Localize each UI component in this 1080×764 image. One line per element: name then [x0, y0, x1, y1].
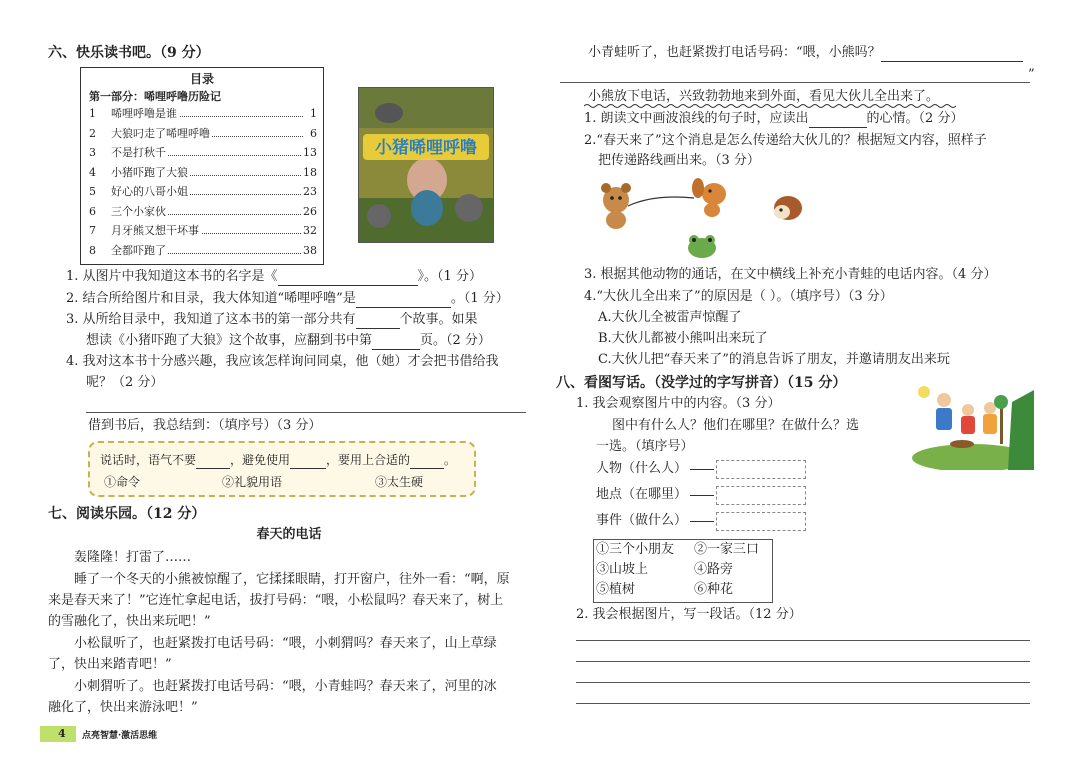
option-4: ④路旁 [694, 562, 734, 577]
toc-item-number: 5 [89, 185, 96, 198]
toc-heading: 目录 [189, 72, 214, 86]
cover-title-text: 小猪唏哩呼噜 [375, 138, 477, 158]
toc-item-title: 好心的八哥小姐 [111, 185, 188, 198]
s8-q1-line-3: 一选。（填序号） [596, 439, 694, 454]
toc-item-page: 13 [303, 146, 317, 159]
q1-line: 1. 从图片中我知道这本书的名字是《 》。（1 分） [66, 269, 482, 284]
answer-blank[interactable] [196, 454, 230, 469]
toc-item-page: 23 [303, 185, 317, 198]
story-p0: 轰隆隆！打雷了…… [74, 550, 192, 565]
writing-line[interactable] [576, 661, 1030, 662]
toc-item-page: 38 [303, 243, 317, 257]
toc-item-page: 18 [303, 165, 317, 179]
toc-item-title: 大狼叼走了唏哩呼噜 [111, 126, 210, 140]
toc-item [89, 243, 317, 259]
toc-item-title: 月牙熊又想干坏事 [111, 224, 199, 237]
page-number-tab [40, 726, 76, 742]
table-of-contents [80, 67, 324, 265]
answer-blank[interactable] [356, 293, 451, 308]
s8-q2: 2. 我会根据图片，写一段话。（12 分） [576, 607, 802, 622]
connector-line [690, 495, 714, 496]
option-6: ⑥种花 [694, 582, 734, 597]
toc-part: 第一部分：唏哩呼噜历险记 [89, 90, 221, 103]
toc-item [89, 204, 317, 220]
r-q4-option-b: B.大伙儿都被小熊叫出来玩了 [598, 331, 768, 346]
story-p1-l3: 的雪融化了，快出来玩吧！” [48, 614, 211, 629]
writing-line[interactable] [576, 703, 1030, 704]
toc-item-page: 1 [310, 107, 317, 120]
s8-q1: 1. 我会观察图片中的内容。（3 分） [576, 396, 781, 411]
toc-item-number: 4 [89, 165, 96, 179]
toc-item-page: 26 [303, 204, 317, 218]
toc-item-number: 6 [89, 204, 96, 218]
option-2: ②一家三口 [694, 542, 760, 557]
q4-line-1: 4. 我对这本书十分感兴趣，我应该怎样询问同桌，他（她）才会把书借给我 [66, 354, 499, 369]
section-8-title: 八、看图写话。（没学过的字写拼音）（15 分） [556, 375, 847, 391]
quote-end: ” [1028, 67, 1035, 82]
option-grid [593, 539, 773, 603]
toc-item-page: 6 [310, 126, 317, 140]
story-p2-l2: 了，快出来踏青吧！” [48, 657, 172, 672]
label-what: 事件（做什么） [596, 513, 688, 528]
answer-blank[interactable] [410, 454, 444, 469]
story-bear-line: 小熊放下电话，兴致勃勃地来到外面，看见大伙儿全出来了。 [588, 89, 940, 104]
option-3: ③山坡上 [596, 562, 649, 577]
q4-line-2: 呢？（2 分） [86, 375, 164, 390]
option-1: ①三个小朋友 [596, 542, 675, 557]
toc-item-title: 不是打秋千 [111, 146, 166, 159]
r-q2-line-2: 把传递路线画出来。（3 分） [598, 153, 760, 168]
bear-icon [601, 183, 631, 229]
writing-line[interactable] [576, 682, 1030, 683]
tip-option-3: ③太生硬 [375, 475, 424, 489]
toc-item-number: 8 [89, 243, 96, 257]
toc-item [89, 126, 317, 142]
tip-box [88, 441, 476, 497]
toc-item [89, 165, 317, 181]
r-q4-option-a: A.大伙儿全被雷声惊醒了 [598, 310, 742, 325]
r-q2-line-1: 2.“春天来了”这个消息是怎么传递给大伙儿的？根据短文内容，照样子 [584, 133, 987, 148]
connector-line [690, 469, 714, 470]
story-p1-l1: 睡了一个冬天的小熊被惊醒了，它揉揉眼睛，打开窗户，往外一看：“啊，原 [74, 572, 510, 587]
answer-line[interactable] [560, 82, 1030, 83]
toc-item [89, 223, 317, 239]
toc-item-number: 2 [89, 126, 96, 140]
section-7-title: 七、阅读乐园。（12 分） [48, 506, 206, 522]
answer-box-what[interactable] [716, 512, 806, 531]
toc-item-number: 7 [89, 224, 96, 237]
story-p3-l1: 小刺猬听了。也赶紧拨打电话号码：“喂，小青蛙吗？春天来了，河里的冰 [74, 679, 497, 694]
label-who: 人物（什么人） [596, 461, 688, 476]
label-where: 地点（在哪里） [596, 487, 688, 502]
wavy-underline [584, 103, 956, 109]
toc-item [89, 106, 317, 122]
answer-blank[interactable] [881, 47, 1023, 62]
option-5: ⑤植树 [596, 582, 636, 597]
answer-blank[interactable] [809, 113, 867, 128]
s8-q1-line-2: 图中有什么人？他们在哪里？在做什么？选 [612, 418, 860, 433]
message-route-diagram [594, 172, 824, 264]
toc-item-page: 32 [303, 224, 317, 237]
footer-slogan: 点亮智慧·激活思维 [82, 731, 158, 741]
answer-box-where[interactable] [716, 486, 806, 505]
q3-line-2: 想读《小猪吓跑了大狼》这个故事，应翻到书中第 页。（2 分） [86, 333, 491, 348]
toc-item-title: 小猪吓跑了大狼 [111, 165, 188, 179]
toc-item [89, 184, 317, 200]
q3-line-1: 3. 从所给目录中，我知道了这本书的第一部分共有 个故事。如果 [66, 312, 478, 327]
answer-box-who[interactable] [716, 460, 806, 479]
section-6-title: 六、快乐读书吧。（9 分） [48, 45, 210, 61]
answer-blank[interactable] [356, 314, 400, 329]
connector-line [690, 521, 714, 522]
story-p1-l2: 来是春天来了！”它连忙拿起电话，拔打号码：“喂，小松鼠吗？春天来了，树上 [48, 593, 504, 608]
tip-sentence: 说话时，语气不要 ，避免使用 ，要用上合适的 。 [100, 453, 457, 467]
toc-item-number: 3 [89, 146, 96, 159]
answer-line[interactable] [86, 412, 526, 413]
book-cover-image [358, 87, 494, 243]
r-q4-option-c: C.大伙儿把“春天来了”的消息告诉了朋友，并邀请朋友出来玩 [598, 352, 950, 367]
story-p3-l2: 融化了，快出来游泳吧！” [48, 700, 198, 715]
hedgehog-icon [774, 196, 802, 220]
toc-item-number: 1 [89, 107, 96, 120]
r-q4-line: 4.“大伙儿全出来了”的原因是（ ）。（填序号）（3 分） [584, 289, 893, 304]
r-q1-line: 1. 朗读文中画波浪线的句子时，应读出 的心情。（2 分） [584, 111, 964, 126]
route-line [628, 197, 694, 206]
toc-item-title: 三个小家伙 [111, 204, 166, 218]
tip-option-1: ①命令 [104, 475, 141, 489]
borrow-instruction: 借到书后，我总结到：（填序号）（3 分） [88, 418, 322, 433]
toc-item-title: 全都吓跑了 [111, 243, 166, 257]
r-q3-line: 3. 根据其他动物的通话，在文中横线上补充小青蛙的电话内容。（4 分） [584, 267, 997, 282]
story-title: 春天的电话 [256, 527, 322, 542]
page-number: 4 [58, 727, 66, 740]
toc-item-title: 唏哩呼噜是谁 [111, 107, 177, 120]
tree-planting-picture [912, 382, 1034, 470]
story-p2-l1: 小松鼠听了，也赶紧拨打电话号码：“喂，小刺猬吗？春天来了，山上草绿 [74, 636, 497, 651]
squirrel-icon [692, 178, 726, 217]
q2-line: 2. 结合所给图片和目录，我大体知道“唏哩呼噜”是 。（1 分） [66, 291, 509, 306]
toc-item [89, 145, 317, 161]
story-frog-line: 小青蛙听了，也赶紧拨打电话号码：“喂，小熊吗？ [588, 44, 1023, 62]
answer-blank[interactable] [372, 335, 420, 350]
frog-icon [688, 235, 716, 258]
answer-blank[interactable] [290, 454, 326, 469]
writing-line[interactable] [576, 640, 1030, 641]
answer-blank[interactable] [278, 271, 418, 286]
tip-option-2: ②礼貌用语 [222, 475, 283, 489]
